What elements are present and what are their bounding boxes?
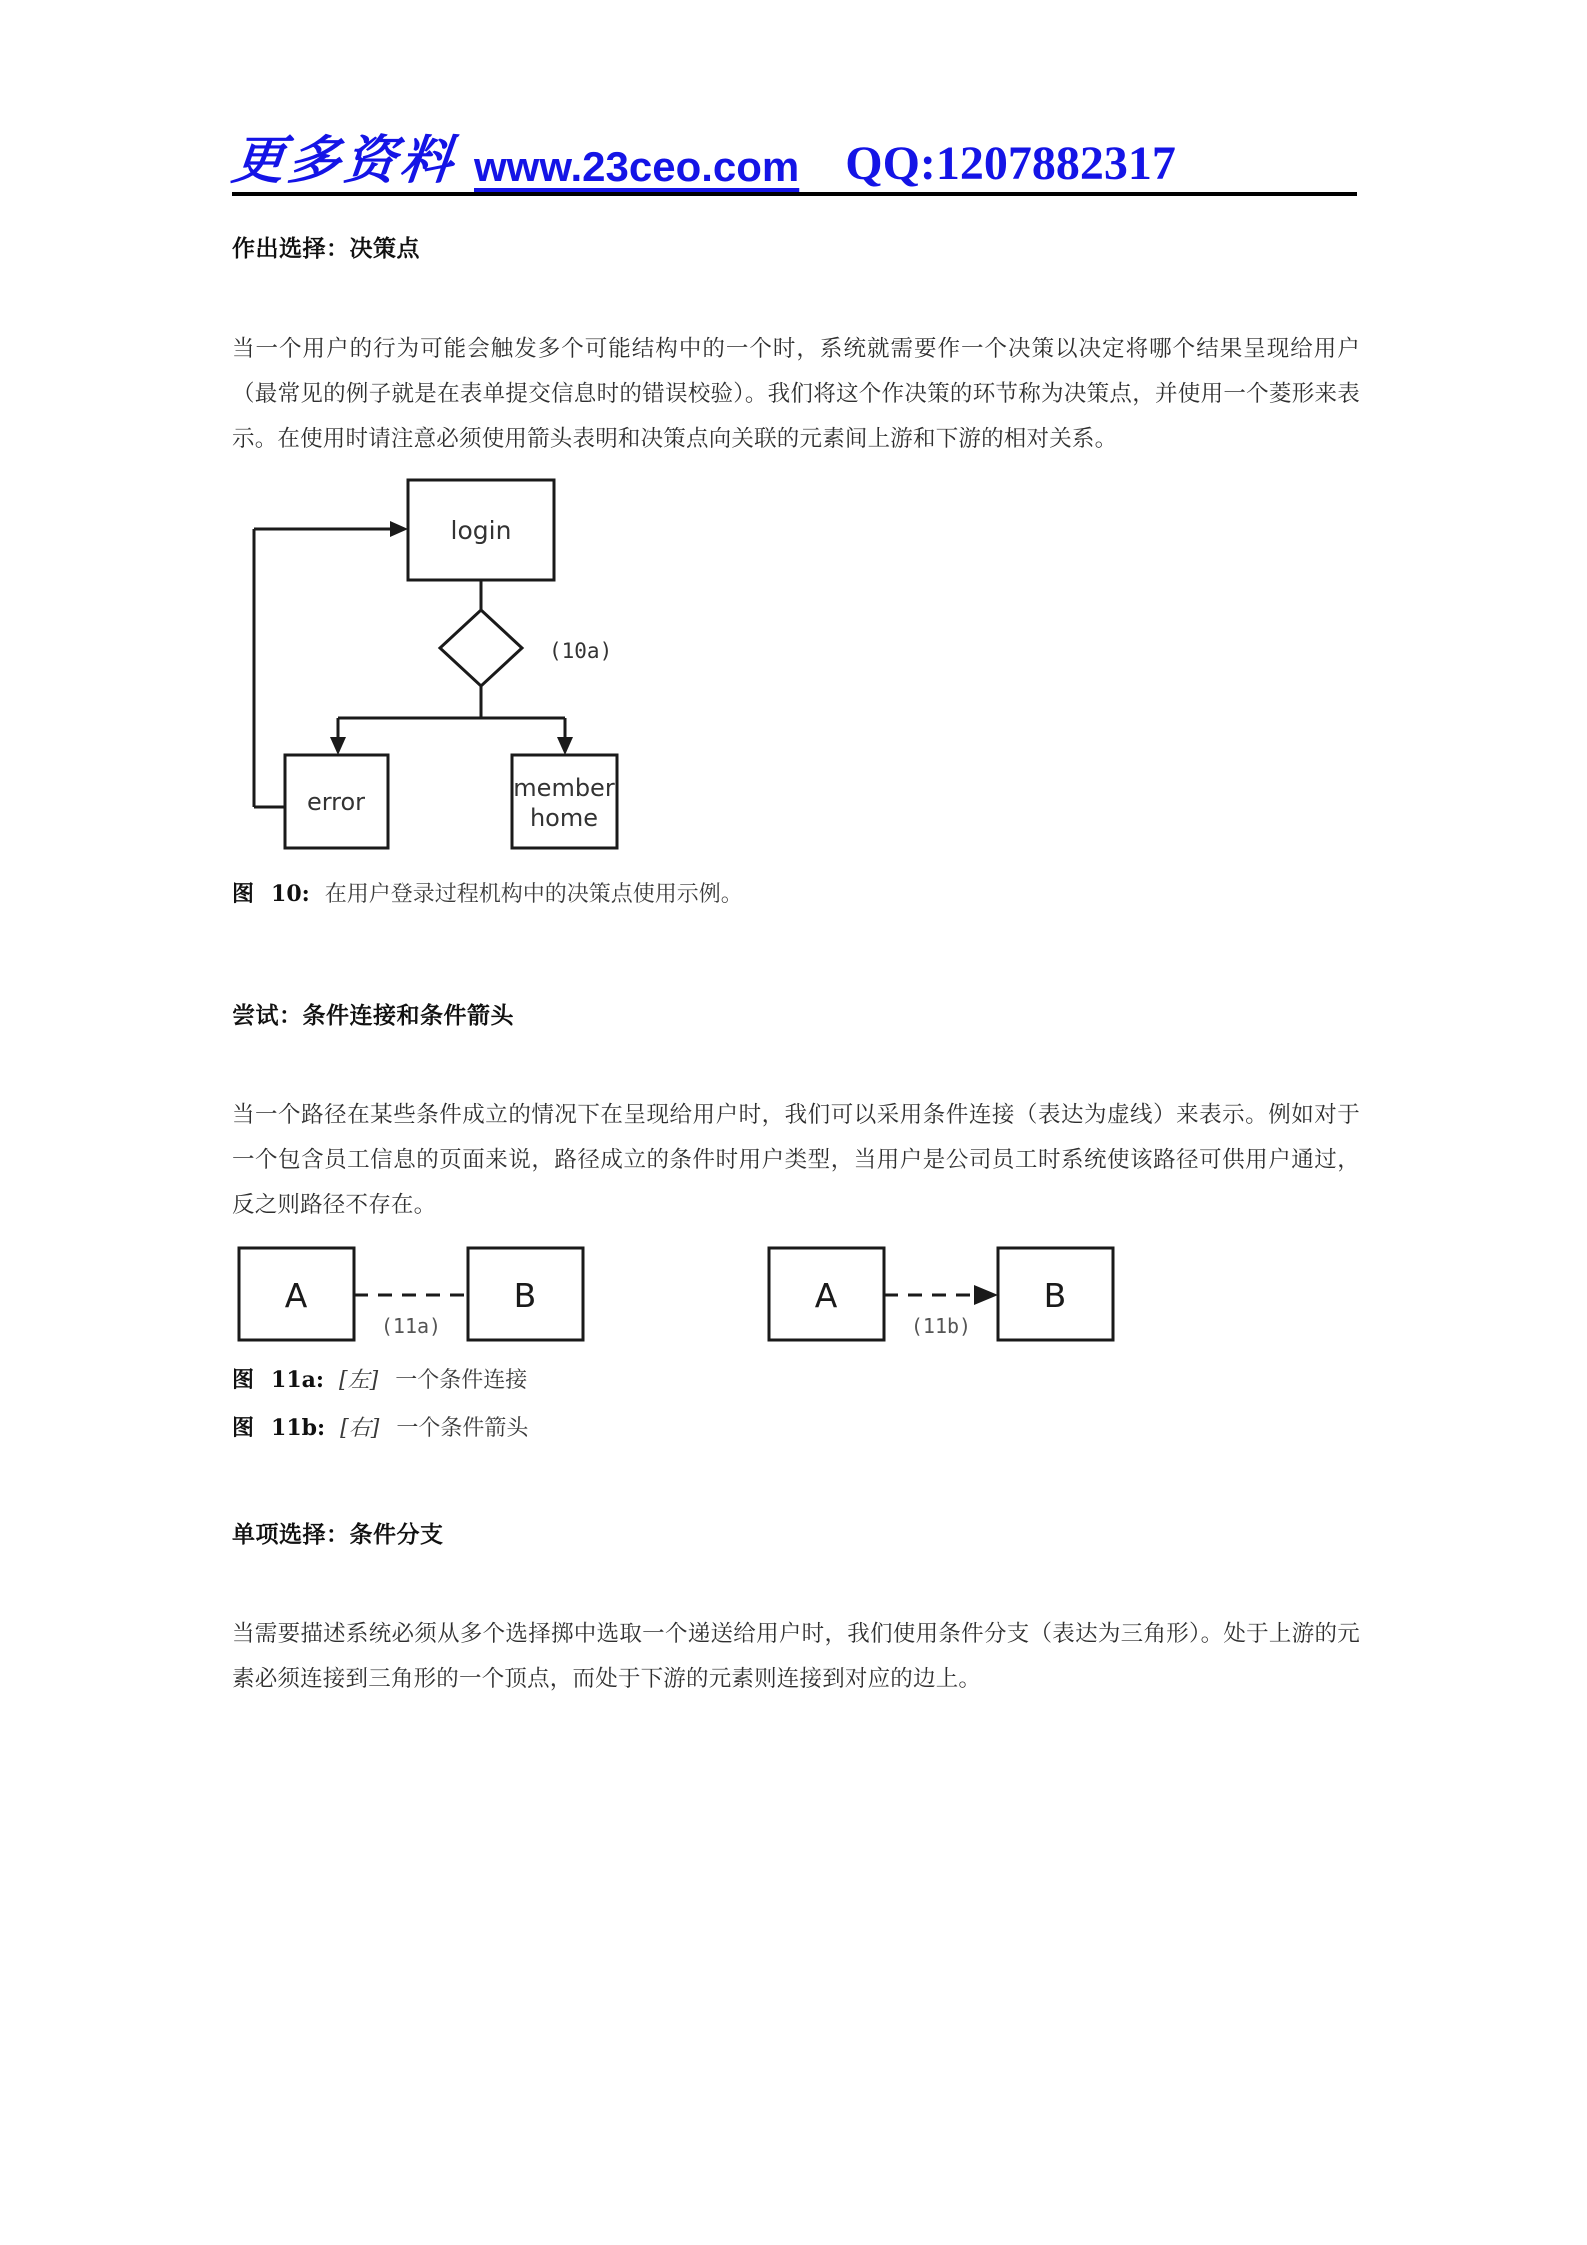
flowchart-label-error: error xyxy=(306,788,366,816)
header-divider-rule xyxy=(232,192,1357,196)
figure-11b-caption-text: 一个条件箭头 xyxy=(396,1416,529,1441)
figure-11a-caption-number: 11a: xyxy=(271,1367,325,1393)
flowchart-arrowhead-error xyxy=(330,737,346,755)
section-heading-conditional-branch: 单项选择：条件分支 xyxy=(232,1522,444,1548)
figure-11b-edge-label: (11b) xyxy=(910,1314,972,1338)
header-website-url[interactable]: www.23ceo.com xyxy=(474,143,800,190)
figure-11b-caption xyxy=(232,1411,528,1442)
figure-10-flowchart xyxy=(222,470,782,865)
flowchart-label-member: member xyxy=(513,774,615,802)
figure-10-caption-number: 10: xyxy=(271,881,310,907)
page-header-banner xyxy=(229,108,1352,190)
figure-11b-label-a: A xyxy=(814,1276,838,1315)
flowchart-label-decision-id: (10a) xyxy=(549,639,613,663)
section-heading-conditional-connection: 尝试：条件连接和条件箭头 xyxy=(232,1003,514,1029)
section-paragraph-conditional-connection: 当一个路径在某些条件成立的情况下在呈现给用户时，我们可以采用条件连接（表达为虚线）来表示。例如对于一个包含员工信息的页面来说，路径成立的条件时用户类型，当用户是公司员工时系统使该路径可供用户通过，反之则路径不存在。 xyxy=(232,1102,1360,1218)
figure-11a-label-a: A xyxy=(284,1276,308,1315)
section-heading-decision-point: 作出选择：决策点 xyxy=(232,236,420,262)
flowchart-arrowhead-login xyxy=(390,521,408,537)
figure-11b-caption-prefix: 图 xyxy=(232,1415,255,1441)
figure-11a-caption-prefix: 图 xyxy=(232,1367,255,1393)
section-paragraph-decision-point: 当一个用户的行为可能会触发多个可能结构中的一个时，系统就需要作一个决策以决定将哪个结果呈现给用户（最常见的例子就是在表单提交信息时的错误校验）。我们将这个作决策的环节称为决策点，并使用一个菱形来表示。在使用时请注意必须使用箭头表明和决策点向关联的元素间上游和下游的相对关系。 xyxy=(232,336,1360,452)
figure-11b-caption-side: [右] xyxy=(340,1416,380,1441)
figure-11b-arrowhead xyxy=(974,1285,998,1305)
header-qq-number: QQ:1207882317 xyxy=(845,137,1176,190)
figure-10-caption-prefix: 图 xyxy=(232,881,255,907)
figure-11b-caption-number: 11b: xyxy=(271,1415,326,1441)
figure-11a-caption xyxy=(232,1363,527,1394)
figure-10-caption xyxy=(232,877,743,908)
flowchart-decision-diamond xyxy=(440,610,522,686)
section-paragraph-conditional-branch: 当需要描述系统必须从多个选择掷中选取一个递送给用户时，我们使用条件分支（表达为三角形）。处于上游的元素必须连接到三角形的一个顶点，而处于下游的元素则连接到对应的边上。 xyxy=(232,1621,1360,1692)
figure-11a-diagram xyxy=(236,1243,646,1348)
figure-11a-caption-side: [左] xyxy=(339,1368,379,1393)
figure-11b-diagram xyxy=(766,1243,1176,1348)
figure-11a-caption-text: 一个条件连接 xyxy=(395,1368,528,1393)
header-chinese-text: 更多资料 xyxy=(229,133,460,190)
flowchart-label-home: home xyxy=(529,804,599,832)
flowchart-arrowhead-member-home xyxy=(557,737,573,755)
figure-11a-label-b: B xyxy=(513,1276,537,1315)
figure-11b-label-b: B xyxy=(1043,1276,1067,1315)
figure-10-caption-text: 在用户登录过程机构中的决策点使用示例。 xyxy=(324,882,743,907)
figure-11a-edge-label: (11a) xyxy=(380,1314,442,1338)
flowchart-label-login: login xyxy=(450,516,512,545)
